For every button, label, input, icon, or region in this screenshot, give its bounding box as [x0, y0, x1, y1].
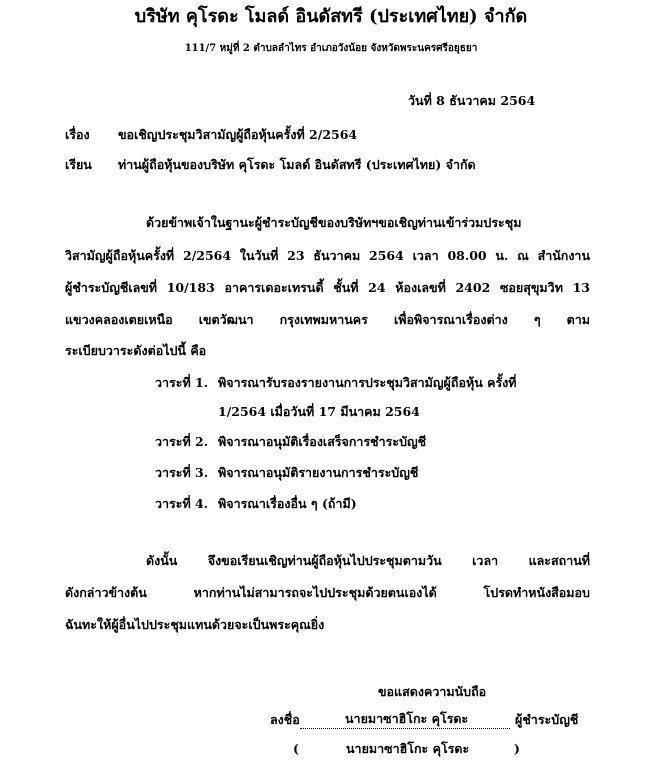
printed-name: นายมาซาฮิโกะ คุโรดะ [346, 741, 470, 756]
agenda-label: วาระที่ 3. [155, 465, 209, 480]
agenda-text: พิจารณาอนุมัติเรื่องเสร็จการชำระบัญชี [218, 434, 427, 449]
signature-line [300, 728, 510, 729]
sign-label: ลงชื่อ [270, 712, 300, 727]
agenda-label: วาระที่ 2. [155, 434, 209, 449]
paragraph1-line: วิสามัญผู้ถือหุ้นครั้งที่ 2/2564 ในวันที่ 23 ธันวาคม 2564 เวลา 08.00 น. ณ สำนักงาน [65, 248, 590, 263]
paragraph1-line: แขวงคลองเตยเหนือ เขตวัฒนา กรุงเทพมหานคร เพื่อพิจารณาเรื่องต่าง ๆ ตาม [65, 312, 590, 327]
company-address: 111/7 หมู่ที่ 2 ตำบลลำไทร อำเภอวังน้อย จังหวัดพระนครศรีอยุธยา [184, 43, 478, 54]
signature: นายมาซาฮิโกะ คุโรดะ [345, 711, 469, 726]
subject-label: เรื่อง [65, 127, 90, 142]
paragraph1-line: ด้วยข้าพเจ้าในฐานะผู้ชำระบัญชีของบริษัทฯขอเชิญท่านเข้าร่วมประชุม [146, 215, 522, 230]
agenda-text-continuation: 1/2564 เมื่อวันที่ 17 มีนาคม 2564 [218, 404, 420, 419]
agenda-label: วาระที่ 1. [155, 375, 209, 390]
agenda-text: พิจารณาเรื่องอื่น ๆ (ถ้ามี) [218, 496, 357, 511]
letter-date: วันที่ 8 ธันวาคม 2564 [408, 93, 536, 108]
paragraph1-line: ผู้ชำระบัญชีเลขที่ 10/183 อาคารเดอะเทรนดี้ ชั้นที่ 24 ห้องเลขที่ 2402 ซอยสุขุมวิท 13 [65, 280, 590, 295]
recipient-label: เรียน [65, 157, 92, 172]
agenda-text: พิจารณารับรองรายงานการประชุมวิสามัญผู้ถือหุ้น ครั้งที่ [218, 375, 517, 390]
paragraph2-line: ดังนั้น จึงขอเรียนเชิญท่านผู้ถือหุ้นไปประชุมตามวัน เวลา และสถานที่ [146, 553, 590, 568]
paragraph2-line: ฉันทะให้ผู้อื่นไปประชุมแทนด้วยจะเป็นพระคุณยิ่ง [65, 617, 325, 632]
recipient-text: ท่านผู้ถือหุ้นของบริษัท คุโรดะ โมลด์ อินดัสทรี (ประเทศไทย) จำกัด [118, 157, 476, 172]
close-paren: ) [514, 741, 520, 756]
agenda-label: วาระที่ 4. [155, 496, 209, 511]
subject-text: ขอเชิญประชุมวิสามัญผู้ถือหุ้นครั้งที่ 2/2564 [118, 127, 358, 142]
open-paren: ( [293, 741, 299, 756]
paragraph1-line: ระเบียบวาระดังต่อไปนี้ คือ [65, 343, 207, 358]
agenda-text: พิจารณาอนุมัติรายงานการชำระบัญชี [218, 465, 419, 480]
closing-salutation: ขอแสดงความนับถือ [378, 684, 487, 699]
paragraph2-line: ดังกล่าวข้างต้น หากท่านไม่สามารถจะไปประชุมด้วยตนเองได้ โปรดทำหนังสือมอบ [65, 585, 590, 600]
signatory-title: ผู้ชำระบัญชี [515, 712, 579, 727]
company-name: บริษัท คุโรดะ โมลด์ อินดัสทรี (ประเทศไทย) จำกัด [134, 6, 528, 27]
